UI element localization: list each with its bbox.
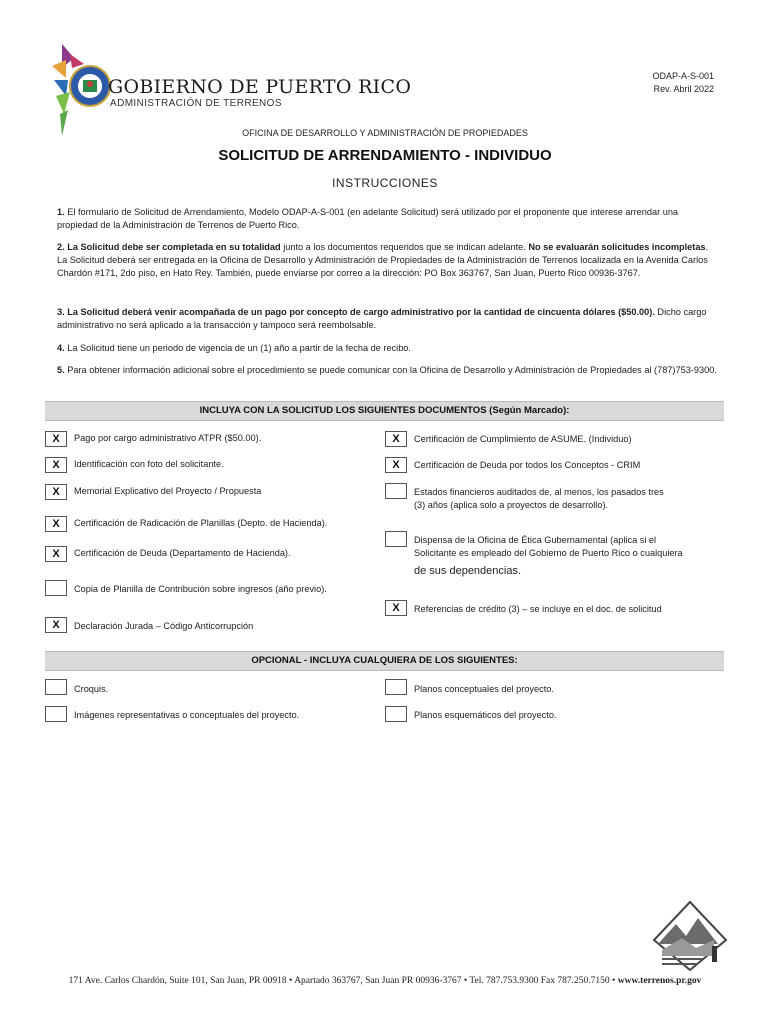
label-planilla-contribucion: Copia de Planilla de Contribución sobre ingresos (año previo).: [74, 584, 327, 594]
checkbox-planos-esquematicos[interactable]: [385, 706, 407, 722]
instruction-3: 3. La Solicitud deberá venir acompañada de un pago por concepto de cargo administrativo por la cantidad de cincuenta dólares ($50.00). Dicho cargo administrativo no será aplicado a la transacción y tampoco será reembolsable.: [57, 307, 707, 330]
label-planos-esquematicos: Planos esquemáticos del proyecto.: [414, 710, 557, 720]
checkbox-dispensa-etica[interactable]: [385, 531, 407, 547]
checkbox-memorial[interactable]: X: [45, 484, 67, 500]
optional-documents-heading: OPCIONAL - INCLUYA CUALQUIERA DE LOS SIGUIENTES:: [45, 651, 724, 671]
label-deuda-crim: Certificación de Deuda por todos los Conceptos - CRIM: [414, 460, 641, 470]
checkbox-imagenes[interactable]: [45, 706, 67, 722]
required-documents-heading: INCLUYA CON LA SOLICITUD LOS SIGUIENTES DOCUMENTOS (Según Marcado):: [45, 401, 724, 421]
checkbox-pago-cargo[interactable]: X: [45, 431, 67, 447]
form-code-block: [652, 70, 714, 96]
label-memorial: Memorial Explicativo del Proyecto / Propuesta: [74, 486, 262, 496]
instruction-2: 2. La Solicitud debe ser completada en su totalidad junto a los documentos requeridos que se indican adelante. No se evaluarán solicitudes incompletas. La Solicitud deberá ser entregada en la Oficina de Desarrollo y Administración de Propiedades de la Administración de Terrenos localizada en la Avenida Carlos Chardón #171, 2do piso, en Hato Rey. También, puede enviarse por correo a la dirección: PO Box 363767, San Juan, Puerto Rico 00936-3767.: [57, 242, 709, 278]
label-asume: Certificación de Cumplimiento de ASUME. (Individuo): [414, 434, 632, 444]
terrenos-mountain-logo-icon: [652, 900, 728, 972]
checkbox-asume[interactable]: X: [385, 431, 407, 447]
checkbox-croquis[interactable]: [45, 679, 67, 695]
checkbox-identificacion[interactable]: X: [45, 457, 67, 473]
office-name: OFICINA DE DESARROLLO Y ADMINISTRACIÓN DE PROPIEDADES: [242, 128, 528, 138]
label-referencias-credito: Referencias de crédito (3) – se incluye en el doc. de solicitud: [414, 604, 662, 614]
checkbox-deuda-hacienda[interactable]: X: [45, 546, 67, 562]
label-estados-financieros: Estados financieros auditados de, al menos, los pasados tres (3) años (aplica solo a proyectos de desarrollo).: [414, 487, 664, 510]
instruction-5: 5. Para obtener información adicional sobre el procedimiento se puede comunicar con la Oficina de Desarrollo y Administración de Propiedades al (787)753-9300.: [57, 365, 717, 375]
checkbox-planos-conceptuales[interactable]: [385, 679, 407, 695]
checkbox-radicacion-planillas[interactable]: X: [45, 516, 67, 532]
label-identificacion: Identificación con foto del solicitante.: [74, 459, 224, 469]
label-dispensa-etica: Dispensa de la Oficina de Ética Gubernamental (aplica si el Solicitante es empleado del Gobierno de Puerto Rico o cualquiera de sus dependencias.: [414, 535, 683, 577]
checkbox-estados-financieros[interactable]: [385, 483, 407, 499]
instructions-heading: INSTRUCCIONES: [332, 176, 438, 190]
instruction-4: 4. La Solicitud tiene un periodo de vigencia de un (1) año a partir de la fecha de recibo.: [57, 343, 411, 353]
label-croquis: Croquis.: [74, 684, 109, 694]
document-title: SOLICITUD DE ARRENDAMIENTO - INDIVIDUO: [218, 147, 552, 164]
checkbox-declaracion-jurada[interactable]: X: [45, 617, 67, 633]
footer-website[interactable]: www.terrenos.pr.gov: [617, 976, 702, 986]
checkbox-deuda-crim[interactable]: X: [385, 457, 407, 473]
form-code: ODAP-A-S-001: [652, 71, 714, 81]
label-planos-conceptuales: Planos conceptuales del proyecto.: [414, 684, 554, 694]
instruction-1: 1. El formulario de Solicitud de Arrendamiento, Modelo ODAP-A-S-001 (en adelante Solicitud) será utilizado por el proponente que interese arrendar una propiedad de la Administración de Terrenos de Puerto Rico.: [57, 207, 679, 230]
label-declaracion-jurada: Declaración Jurada – Código Anticorrupción: [74, 621, 254, 631]
label-pago-cargo: Pago por cargo administrativo ATPR ($50.00).: [74, 433, 262, 443]
puerto-rico-seal-icon: [70, 66, 110, 106]
checkbox-planilla-contribucion[interactable]: [45, 580, 67, 596]
label-deuda-hacienda: Certificación de Deuda (Departamento de Hacienda).: [74, 548, 291, 558]
label-radicacion-planillas: Certificación de Radicación de Planillas (Depto. de Hacienda).: [74, 518, 328, 528]
agency-subtitle: ADMINISTRACIÓN DE TERRENOS: [110, 98, 282, 109]
label-imagenes: Imágenes representativas o conceptuales del proyecto.: [74, 710, 300, 720]
checkbox-referencias-credito[interactable]: X: [385, 600, 407, 616]
revision-date: Rev. Abril 2022: [653, 84, 714, 94]
government-title: GOBIERNO DE PUERTO RICO: [108, 76, 412, 98]
footer-address: 171 Ave. Carlos Chardón, Suite 101, San Juan, PR 00918 • Apartado 363767, San Juan PR 00936-3767 • Tel. 787.753.9300 Fax 787.250.7150 • www.terrenos.pr.gov: [68, 976, 702, 986]
